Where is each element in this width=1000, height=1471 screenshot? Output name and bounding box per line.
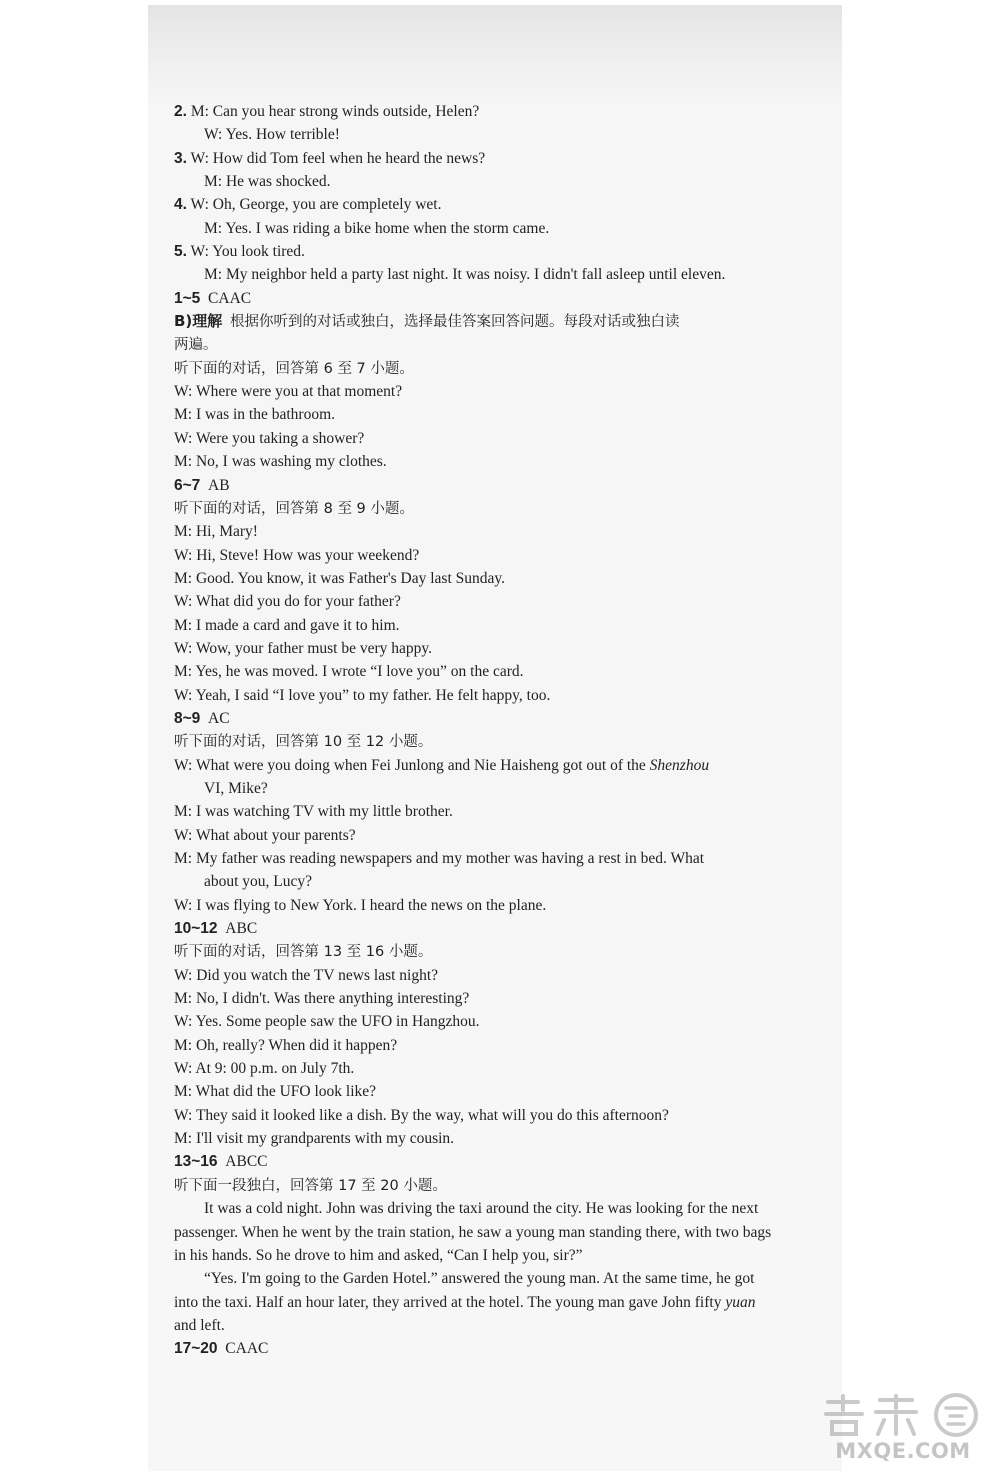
dialogue-line: M: I made a card and gave it to him. bbox=[174, 616, 400, 634]
paragraph-text: and left. bbox=[174, 1316, 225, 1334]
dialogue-intro bbox=[174, 497, 772, 520]
dialogue-line: W: What did you do for your father? bbox=[174, 593, 401, 611]
section-b-heading bbox=[174, 310, 772, 333]
answer-10-12 bbox=[174, 917, 772, 940]
dialogue-text: W: Oh, George, you are completely wet. bbox=[190, 196, 442, 214]
dialogue-text: W: How did Tom feel when he heard the news? bbox=[190, 149, 486, 167]
dialogue-intro bbox=[174, 940, 772, 963]
item-5-line-2 bbox=[174, 263, 772, 286]
section-instruction-cont: 两遍。 bbox=[174, 337, 218, 354]
answer-value: CAAC bbox=[225, 1340, 269, 1358]
dialogue-line: W: Hi, Steve! How was your weekend? bbox=[174, 546, 420, 564]
dialogue-line: M: My father was reading newspapers and my mother was having a rest in bed. What bbox=[174, 850, 705, 867]
intro-text: 听下面的对话，回答第 10 至 12 小题。 bbox=[174, 734, 433, 751]
dialogue-line: M: I was in the bathroom. bbox=[174, 406, 336, 424]
dialogue-text: M: Can you hear strong winds outside, Helen? bbox=[190, 103, 480, 120]
intro-text: 听下面的对话，回答第 6 至 7 小题。 bbox=[174, 360, 414, 377]
watermark-url: MXQE.COM bbox=[835, 1439, 971, 1463]
answer-label: 6~7 bbox=[174, 476, 201, 494]
dialogue-line: W: What about your parents? bbox=[174, 826, 356, 844]
dialogue-line: M: Yes, he was moved. I wrote “I love you” on the card. bbox=[174, 663, 524, 681]
dialogue-line: M: No, I didn't. Was there anything interesting? bbox=[174, 990, 470, 1008]
dialogue-text: W: You look tired. bbox=[190, 243, 305, 261]
dialogue-line: W: They said it looked like a dish. By the way, what will you do this afternoon? bbox=[174, 1106, 669, 1124]
dialogue-line: W: At 9: 00 p.m. on July 7th. bbox=[174, 1060, 355, 1078]
answer-value: AB bbox=[208, 476, 230, 494]
dialogue-text: W: Yes. How terrible! bbox=[204, 126, 340, 144]
dialogue-text: M: Yes. I was riding a bike home when the storm came. bbox=[204, 219, 550, 237]
dialogue-line: M: Hi, Mary! bbox=[174, 523, 258, 541]
answer-label: 1~5 bbox=[174, 289, 201, 307]
listening-script bbox=[174, 100, 772, 1361]
monologue-intro bbox=[174, 1174, 772, 1197]
dialogue-line: M: I'll visit my grandparents with my cousin. bbox=[174, 1130, 455, 1148]
dialogue-line: M: Good. You know, it was Father's Day last Sunday. bbox=[174, 569, 506, 587]
answer-1-5 bbox=[174, 287, 772, 310]
dialogue-line: W: Yes. Some people saw the UFO in Hangzhou. bbox=[174, 1013, 480, 1031]
section-b-heading-cont bbox=[174, 333, 772, 356]
answer-17-20 bbox=[174, 1337, 772, 1360]
paragraph-text: “Yes. I'm going to the Garden Hotel.” answered the young man. At the same time, he got into the taxi. Half an hour later, they arrived at the hotel. The young man gave John fifty bbox=[174, 1270, 755, 1311]
item-3-line-1 bbox=[174, 147, 772, 170]
section-instruction: 根据你听到的对话或独白，选择最佳答案回答问题。每段对话或独白读 bbox=[230, 314, 680, 331]
monologue-paragraph-2 bbox=[174, 1267, 772, 1337]
italic-term: Shenzhou bbox=[649, 756, 710, 774]
dialogue-intro bbox=[174, 357, 772, 380]
item-4-line-2 bbox=[174, 217, 772, 240]
answer-8-9 bbox=[174, 707, 772, 730]
watermark-logo-icon bbox=[818, 1392, 988, 1438]
intro-text: 听下面一段独白，回答第 17 至 20 小题。 bbox=[174, 1177, 447, 1194]
dialogue-line: M: I was watching TV with my little brother. bbox=[174, 803, 453, 821]
site-watermark bbox=[818, 1392, 988, 1464]
answer-label: 10~12 bbox=[174, 920, 218, 938]
answer-value: CAAC bbox=[208, 289, 252, 307]
dialogue-line: W: Yeah, I said “I love you” to my father. He felt happy, too. bbox=[174, 686, 551, 704]
answer-label: 17~20 bbox=[174, 1340, 218, 1358]
monologue-paragraph-1: It was a cold night. John was driving the taxi around the city. He was looking for the next passenger. When he went by the train station, he saw a young man standing there, with two bags in his hands. So he drove to him and asked, “Can I help you, sir?” bbox=[174, 1200, 772, 1264]
dialogue-line bbox=[174, 754, 772, 777]
dialogue-line: W: I was flying to New York. I heard the news on the plane. bbox=[174, 896, 547, 914]
answer-value: ABC bbox=[225, 920, 258, 938]
item-2-line-2 bbox=[174, 123, 772, 146]
answer-label: 13~16 bbox=[174, 1153, 218, 1171]
italic-term: yuan bbox=[725, 1293, 756, 1311]
answer-value: AC bbox=[208, 709, 230, 727]
dialogue-text: W: What were you doing when Fei Junlong and Nie Haisheng got out of the bbox=[174, 756, 646, 774]
intro-text: 听下面的对话，回答第 8 至 9 小题。 bbox=[174, 500, 414, 517]
answer-13-16 bbox=[174, 1150, 772, 1173]
dialogue-text: M: My neighbor held a party last night. It was noisy. I didn't fall asleep until eleven. bbox=[204, 266, 726, 284]
answer-6-7 bbox=[174, 474, 772, 497]
dialogue-line: M: No, I was washing my clothes. bbox=[174, 453, 387, 471]
dialogue-text: M: He was shocked. bbox=[204, 173, 331, 191]
item-number: 5. bbox=[174, 243, 187, 261]
item-number: 2. bbox=[174, 103, 187, 120]
intro-text: 听下面的对话，回答第 13 至 16 小题。 bbox=[174, 944, 433, 961]
item-2-line-1 bbox=[174, 100, 772, 123]
dialogue-line-cont: VI, Mike? bbox=[204, 779, 268, 797]
item-3-line-2 bbox=[174, 170, 772, 193]
dialogue-line: W: Did you watch the TV news last night? bbox=[174, 966, 439, 984]
dialogue-intro bbox=[174, 730, 772, 753]
item-number: 3. bbox=[174, 149, 187, 167]
dialogue-line: M: Oh, really? When did it happen? bbox=[174, 1036, 398, 1054]
answer-value: ABCC bbox=[225, 1153, 268, 1171]
dialogue-line-cont: about you, Lucy? bbox=[204, 873, 313, 891]
section-title: B)理解 bbox=[174, 312, 223, 331]
dialogue-line: W: Were you taking a shower? bbox=[174, 429, 365, 447]
answer-label: 8~9 bbox=[174, 709, 201, 727]
dialogue-line: W: Wow, your father must be very happy. bbox=[174, 639, 433, 657]
item-4-line-1 bbox=[174, 193, 772, 216]
item-5-line-1 bbox=[174, 240, 772, 263]
item-number: 4. bbox=[174, 196, 187, 214]
dialogue-line: W: Where were you at that moment? bbox=[174, 383, 403, 401]
dialogue-line: M: What did the UFO look like? bbox=[174, 1083, 377, 1101]
